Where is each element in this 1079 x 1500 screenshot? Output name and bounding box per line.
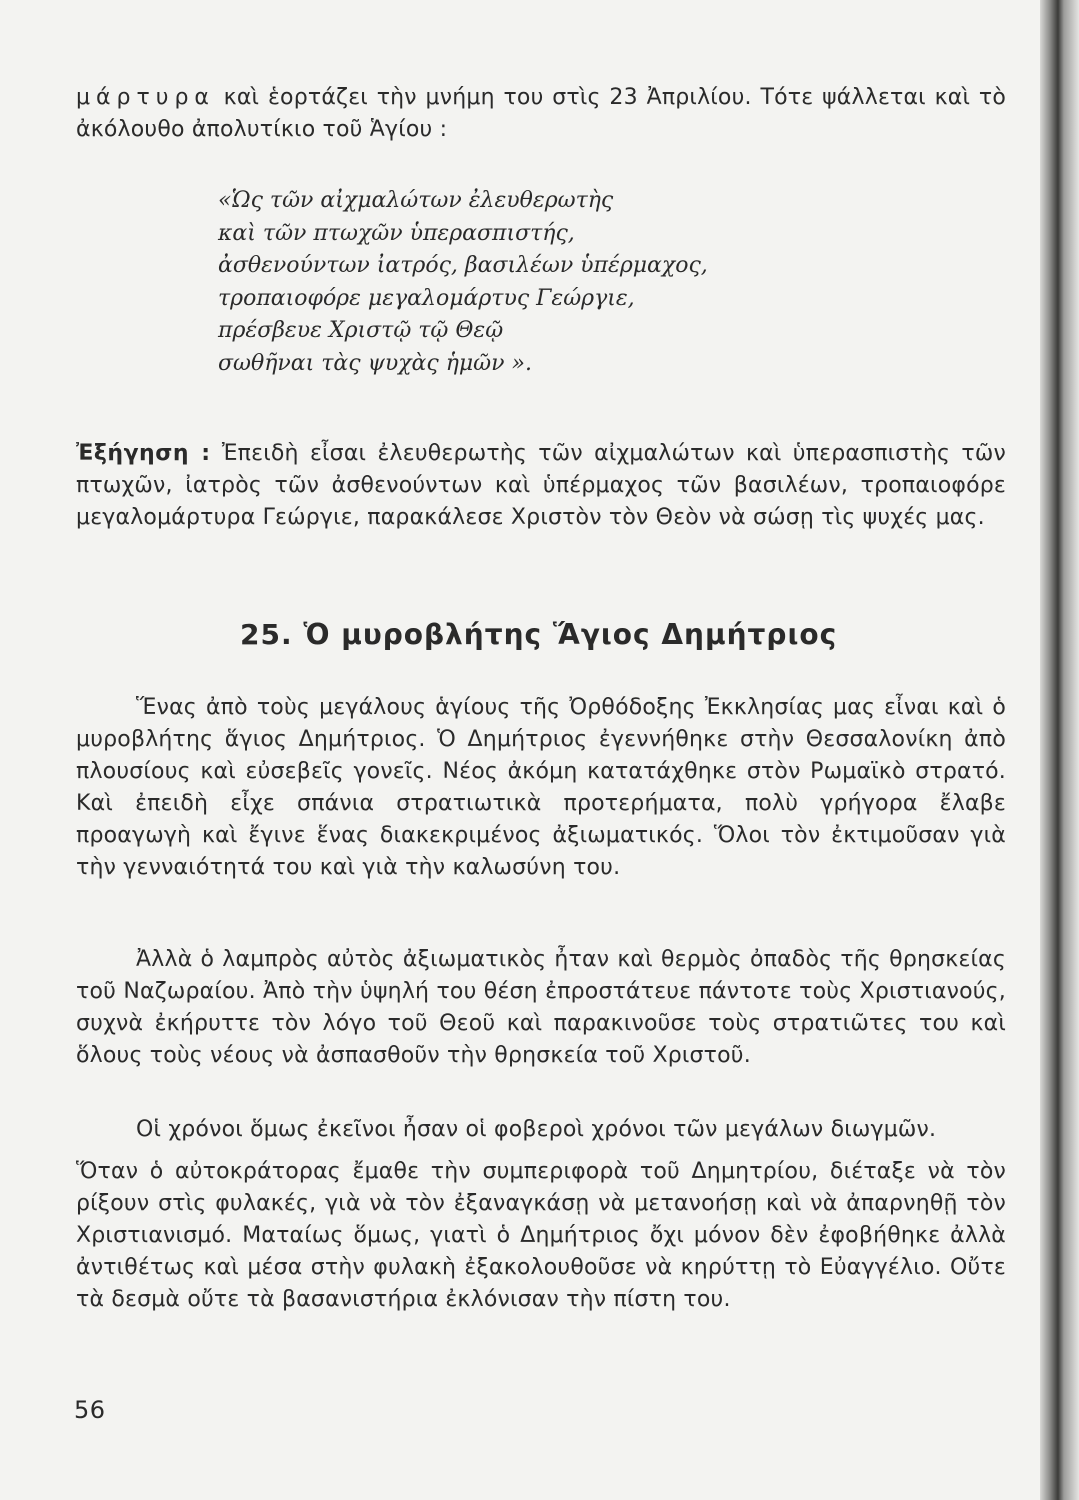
body-paragraph-3: Οἱ χρόνοι ὅμως ἐκεῖνοι ἦσαν οἱ φοβεροὶ χρόνοι τῶν μεγάλων διωγμῶν.: [136, 1117, 937, 1142]
body-paragraph-1: Ἕνας ἀπὸ τοὺς μεγάλους ἁγίους τῆς Ὀρθόδοξης Ἐκκλησίας μας εἶναι καὶ ὁ μυροβλήτης ἅγιος Δημήτριος. Ὁ Δημήτριος ἐγεννήθηκε στὴν Θεσσαλονίκη ἀπὸ πλουσίους καὶ εὐσεβεῖς γονεῖς. Νέος ἀκόμη κατατάχθηκε στὸν Ρωμαϊκὸ στρατό. Καὶ ἐπειδὴ εἶχε σπάνια στρατιωτικὰ προτερήματα, πολὺ γρήγορα ἔλαβε προαγωγὴ καὶ ἔγινε ἕνας διακεκριμένος ἀξιωματικός. Ὅλοι τὸν ἐκτιμοῦσαν γιὰ τὴν γενναιότητά του καὶ γιὰ τὴν καλωσύνη του.: [76, 695, 1006, 880]
verse-line: πρέσβευε Χριστῷ τῷ Θεῷ: [218, 318, 504, 343]
intro-paragraph: [76, 82, 1006, 146]
page-binding-edge: [1040, 0, 1079, 1500]
section-heading: 25. Ὁ μυροβλήτης Ἅγιος Δημήτριος: [240, 618, 838, 651]
verse-line: «Ὡς τῶν αἰχμαλώτων ἐλευθερωτὴς: [218, 188, 614, 213]
body-paragraph-2: Ἀλλὰ ὁ λαμπρὸς αὐτὸς ἀξιωματικὸς ἦταν καὶ θερμὸς ὀπαδὸς τῆς θρησκείας τοῦ Ναζωραίου. Ἀπὸ τὴν ὑψηλή του θέση ἐπροστάτευε πάντοτε τοὺς Χριστιανούς, συχνὰ ἐκήρυττε τὸν λόγο τοῦ Θεοῦ καὶ παρακινοῦσε τοὺς στρατιῶτες του καὶ ὅλους τοὺς νέους νὰ ἀσπασθοῦν τὴν θρησκεία τοῦ Χριστοῦ.: [76, 947, 1006, 1068]
explanation-paragraph: [76, 438, 1006, 534]
spaced-word: μάρτυρα: [76, 85, 215, 110]
verse-line: ἀσθενούντων ἰατρός, βασιλέων ὑπέρμαχος,: [218, 253, 708, 278]
intro-text: καὶ ἑορτάζει τὴν μνήμη του στὶς 23 Ἀπριλίου. Τότε ψάλλεται καὶ τὸ ἀκόλουθο ἀπολυτίκιο τοῦ Ἁγίου :: [76, 85, 1006, 142]
verse-line: καὶ τῶν πτωχῶν ὑπερασπιστής,: [218, 220, 575, 246]
apolytikion-verse: [218, 185, 918, 380]
explanation-text: Ἐπειδὴ εἶσαι ἐλευθερωτὴς τῶν αἰχμαλώτων καὶ ὑπερασπιστὴς τῶν πτωχῶν, ἰατρὸς τῶν ἀσθενούντων καὶ ὑπέρμαχος τῶν βασιλέων, τροπαιοφόρε μεγαλομάρτυρα Γεώργιε, παρακάλεσε Χριστὸν τὸν Θεὸν νὰ σώσῃ τὶς ψυχές μας.: [76, 441, 1006, 530]
page-number: 56: [74, 1396, 106, 1424]
explanation-label: Ἐξήγηση :: [76, 441, 211, 466]
body-paragraph-4: Ὅταν ὁ αὐτοκράτορας ἔμαθε τὴν συμπεριφορὰ τοῦ Δημητρίου, διέταξε νὰ τὸν ρίξουν στὶς φυλακές, γιὰ νὰ τὸν ἐξαναγκάσῃ νὰ μετανοήσῃ καὶ νὰ ἀπαρνηθῇ τὸν Χριστιανισμό. Ματαίως ὅμως, γιατὶ ὁ Δημήτριος ὄχι μόνον δὲν ἐφοβήθηκε ἀλλὰ ἀντιθέτως καὶ μέσα στὴν φυλακὴ ἐξακολουθοῦσε νὰ κηρύττῃ τὸ Εὐαγγέλιο. Οὔτε τὰ δεσμὰ οὔτε τὰ βασανιστήρια ἐκλόνισαν τὴν πίστη του.: [76, 1159, 1006, 1312]
verse-line: σωθῆναι τὰς ψυχὰς ἡμῶν ».: [218, 350, 532, 376]
verse-line: τροπαιοφόρε μεγαλομάρτυς Γεώργιε,: [218, 285, 635, 311]
